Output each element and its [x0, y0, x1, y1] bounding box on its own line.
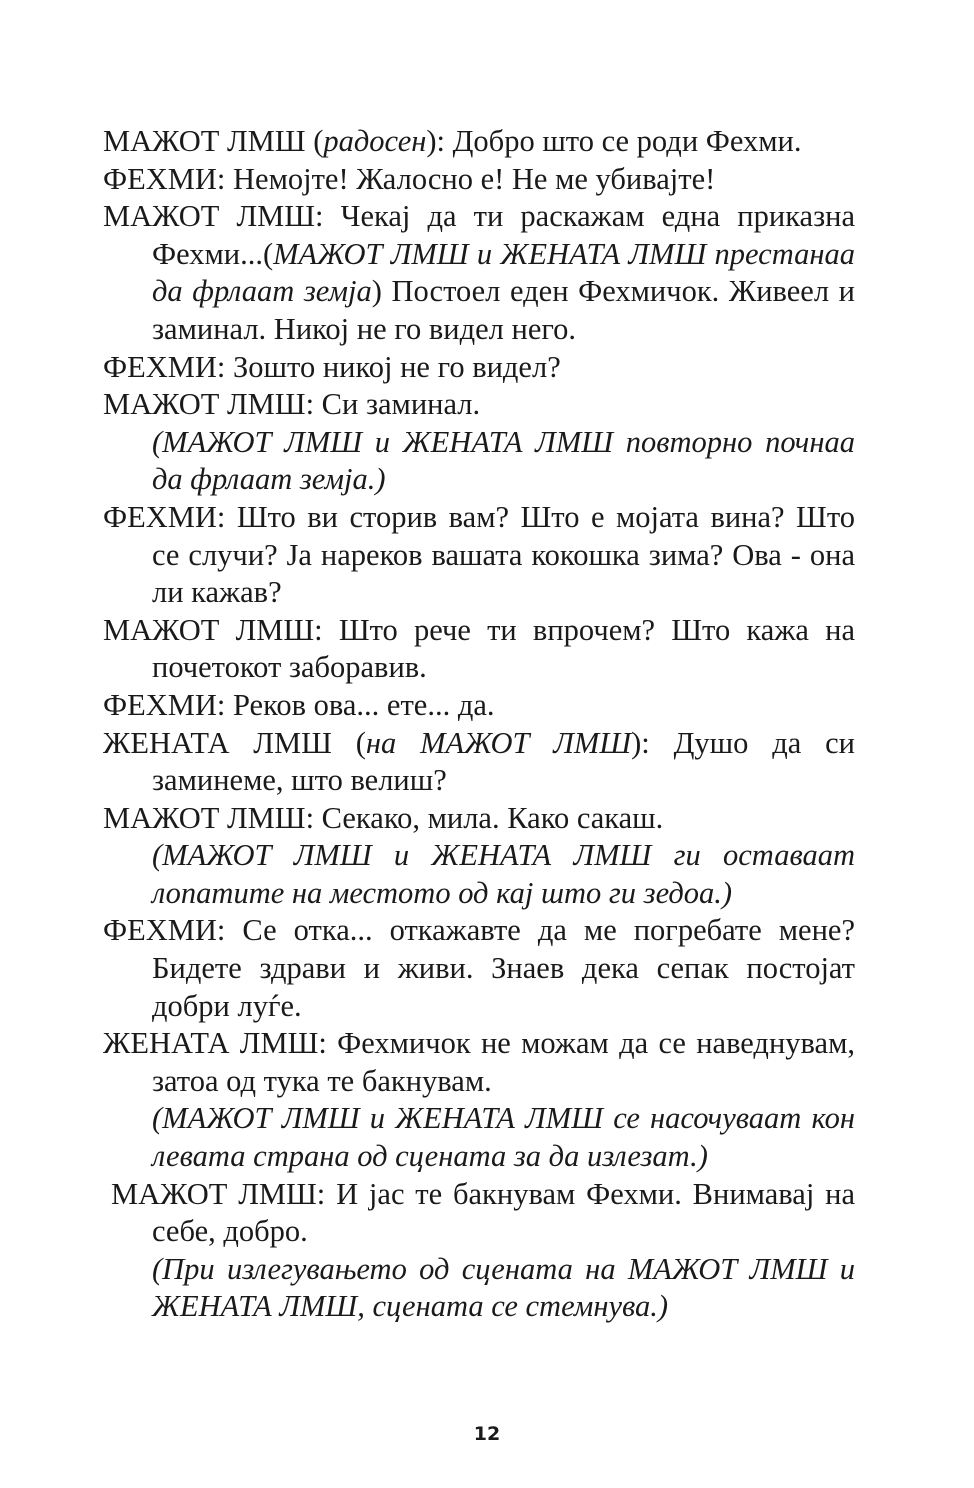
speaker-name: МАЖОТ ЛМШ	[103, 124, 314, 158]
dialogue-text: Што ви сторив вам? Што е мојата вина? Што се случи? Ја нареков вашата кокошка зима? Ова - она ли кажав?	[152, 499, 855, 610]
speaker-name: ЖЕНАТА ЛМШ:	[103, 1026, 338, 1061]
stage-direction-inline: МАЖОТ ЛМШ и ЖЕНАТА ЛМШ престанаа да фрлаат земја	[152, 236, 855, 309]
dialogue-text: Немојте! Жалосно е! Не ме убивајте!	[233, 161, 716, 196]
speaker-name: ФЕХМИ:	[103, 161, 233, 196]
speaker-name: ФЕХМИ:	[103, 499, 237, 534]
dialogue-text: Душо да си заминеме, што велиш?	[152, 725, 855, 798]
dialogue-line	[103, 800, 855, 838]
speaker-name: ФЕХМИ:	[103, 349, 233, 384]
dialogue-text: Си заминал.	[321, 387, 481, 422]
dialogue-line: МАЖОТ ЛМШ (радосен): Добро што се роди Фехми.	[103, 124, 802, 158]
stage-direction: (МАЖОТ ЛМШ и ЖЕНАТА ЛМШ ги оставаат лопатите на местото од кај што ги зедоа.)	[152, 838, 855, 910]
play-text	[103, 123, 855, 1326]
dialogue-line	[103, 1176, 855, 1251]
dialogue-text: Добро што се роди Фехми.	[452, 124, 802, 158]
dialogue-line	[103, 349, 855, 387]
dialogue-line	[103, 687, 855, 725]
stage-direction-inline: радосен	[323, 124, 427, 158]
dialogue-text: Се отка... откажавте да ме погребате мене? Бидете здрави и живи. Знаев дека сепак постојат добри луѓе.	[152, 913, 855, 1023]
dialogue-text: Чекај да ти раскажам една приказна Фехми...(	[152, 199, 855, 271]
speaker-name: МАЖОТ ЛМШ:	[103, 800, 322, 835]
dialogue-text: И јас те бакнувам Фехми. Внимавај на себе, добро.	[152, 1176, 855, 1249]
speaker-name: ФЕХМИ:	[103, 687, 233, 722]
dialogue-line	[103, 612, 855, 687]
dialogue-text: Фехмичок не можам да се наведнувам, затоа од тука те бакнувам.	[152, 1026, 855, 1098]
dialogue-line	[103, 499, 855, 612]
page-number: 12	[473, 1423, 501, 1445]
dialogue-line	[103, 1025, 855, 1100]
dialogue-line	[103, 912, 855, 1025]
dialogue-line	[103, 386, 855, 424]
dialogue-text: Реков ова... ете... да.	[233, 687, 495, 722]
speaker-name: МАЖОТ ЛМШ:	[103, 387, 322, 422]
dialogue-line: ЖЕНАТА ЛМШ (на МАЖОТ ЛМШ): Душо да си заминеме, што велиш?	[103, 725, 855, 798]
dialogue-line	[103, 161, 855, 199]
stage-direction: (МАЖОТ ЛМШ и ЖЕНАТА ЛМШ се насочуваат кон левата страна од сцената за да излезат.)	[152, 1101, 855, 1174]
dialogue-line	[103, 198, 855, 348]
speaker-name: ЖЕНАТА ЛМШ (	[103, 725, 366, 760]
dialogue-text: Зошто никој не го видел?	[233, 349, 561, 384]
speaker-name: МАЖОТ ЛМШ:	[103, 199, 341, 234]
dialogue-text: Што рече ти впрочем? Што кажа на почетокот заборавив.	[152, 612, 855, 685]
stage-direction: (МАЖОТ ЛМШ и ЖЕНАТА ЛМШ повторно почнаа да фрлаат земја.)	[152, 424, 855, 497]
stage-direction-inline: на МАЖОТ ЛМШ	[365, 725, 632, 760]
dialogue-text: Секако, мила. Како сакаш.	[321, 800, 664, 835]
dialogue-text: ) Постоел еден Фехмичок. Живеел и заминал. Никој не го видел него.	[152, 274, 856, 346]
stage-direction: (При излегувањето од сцената на МАЖОТ ЛМШ и ЖЕНАТА ЛМШ, сцената се стемнува.)	[152, 1251, 855, 1324]
speaker-name: МАЖОТ ЛМШ:	[111, 1176, 337, 1211]
speaker-name: ФЕХМИ:	[103, 913, 243, 948]
speaker-name: МАЖОТ ЛМШ:	[103, 612, 339, 647]
